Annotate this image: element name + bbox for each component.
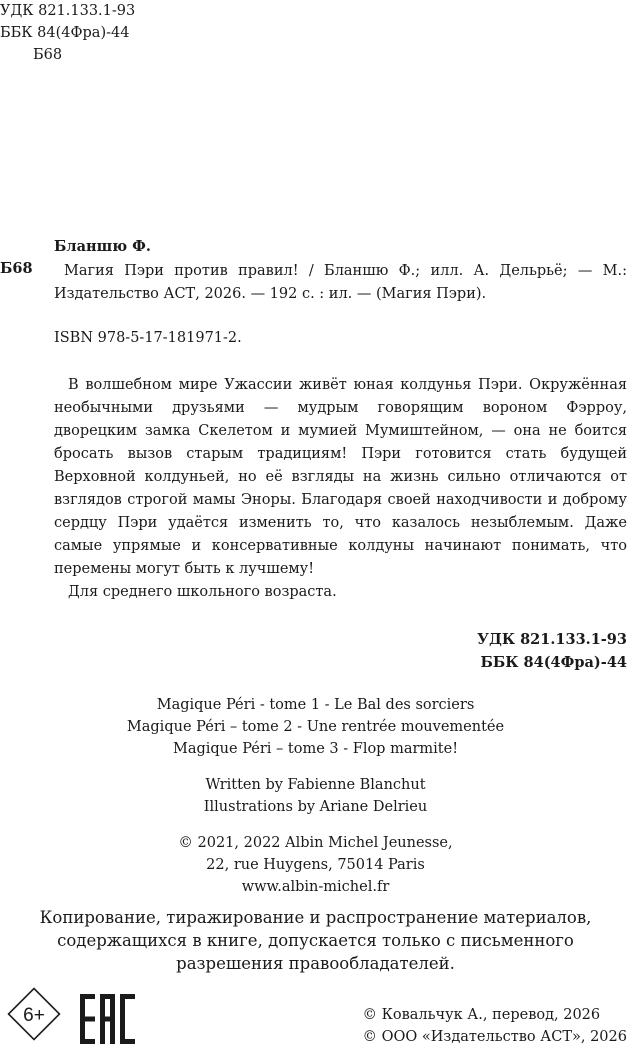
- original-title-3: Magique Péri – tome 3 - Flop marmite!: [172, 741, 459, 757]
- publisher-copyright: © ООО «Издательство АСТ», 2026: [362, 1029, 627, 1045]
- copying-notice: [0, 906, 631, 975]
- bbk-code: ББК 84(4Фра)-44: [480, 654, 627, 671]
- top-bbk-code: ББК 84(4Фра)-44: [0, 25, 130, 41]
- written-by: Written by Fabienne Blanchut: [205, 777, 426, 793]
- annotation: [54, 374, 627, 604]
- translation-copyright: © Ковальчук А., перевод, 2026: [362, 1007, 601, 1023]
- author-mark: Б68: [0, 260, 33, 277]
- top-udc-code: УДК 821.133.1-93: [0, 3, 136, 19]
- original-copyright: [0, 832, 631, 898]
- footer-copyrights: [363, 1004, 627, 1047]
- illustrations-by: Illustrations by Ariane Delrieu: [203, 799, 428, 815]
- top-classification-codes: [0, 0, 135, 66]
- original-title-2: Magique Péri – tome 2 - Une rentrée mouvementée: [126, 719, 505, 735]
- udc-code: УДК 821.133.1-93: [477, 631, 627, 648]
- author-heading: Бланшю Ф.: [54, 238, 151, 255]
- classification-codes: [477, 628, 627, 674]
- annotation-text: В волшебном мире Ужассии живёт юная колдунья Пэри. Окружённая необычными друзьями — мудрым говорящим вороном Фэрроу, дворецким замка Скелетом и мумией Мумиштейном, — она не боится бросать вызов старым традициям! Пэри готовится стать будущей Верховной колдуньей, но её взгляды на жизнь сильно отличаются от взглядов строгой мамы Эноры. Благодаря своей находчивости и доброму сердцу Пэри удаётся изменить то, что казалось незыблемым. Даже самые упрямые и консервативные колдуны начинают понимать, что перемены могут быть к лучшему!: [54, 377, 627, 577]
- original-copyright-line-3: www.albin-michel.fr: [241, 879, 390, 895]
- credits: [0, 774, 631, 818]
- isbn: ISBN 978-5-17-181971-2.: [54, 330, 242, 346]
- original-copyright-line-1: © 2021, 2022 Albin Michel Jeunesse,: [178, 835, 453, 851]
- copying-notice-line-3: разрешения правообладателей.: [176, 954, 455, 973]
- copying-notice-line-1: Копирование, тиражирование и распространение материалов,: [39, 908, 592, 927]
- age-rating-badge: [5, 985, 63, 1043]
- top-author-mark: Б68: [33, 47, 63, 63]
- copying-notice-line-2: содержащихся в книге, допускается только с письменного: [57, 931, 574, 950]
- original-titles: [0, 694, 631, 760]
- original-title-1: Magique Péri - tome 1 - Le Bal des sorciers: [156, 697, 475, 713]
- age-note: Для среднего школьного возраста.: [68, 584, 337, 600]
- age-rating-text: 6+: [23, 1005, 45, 1026]
- bibliographic-description: Магия Пэри против правил! / Бланшю Ф.; илл. А. Дельрьё; — М.: Издательство АСТ, 2026. — 192 с. : ил. — (Магия Пэри).: [54, 263, 627, 302]
- eac-conformity-mark: [80, 994, 136, 1044]
- original-copyright-line-2: 22, rue Huygens, 75014 Paris: [206, 857, 425, 873]
